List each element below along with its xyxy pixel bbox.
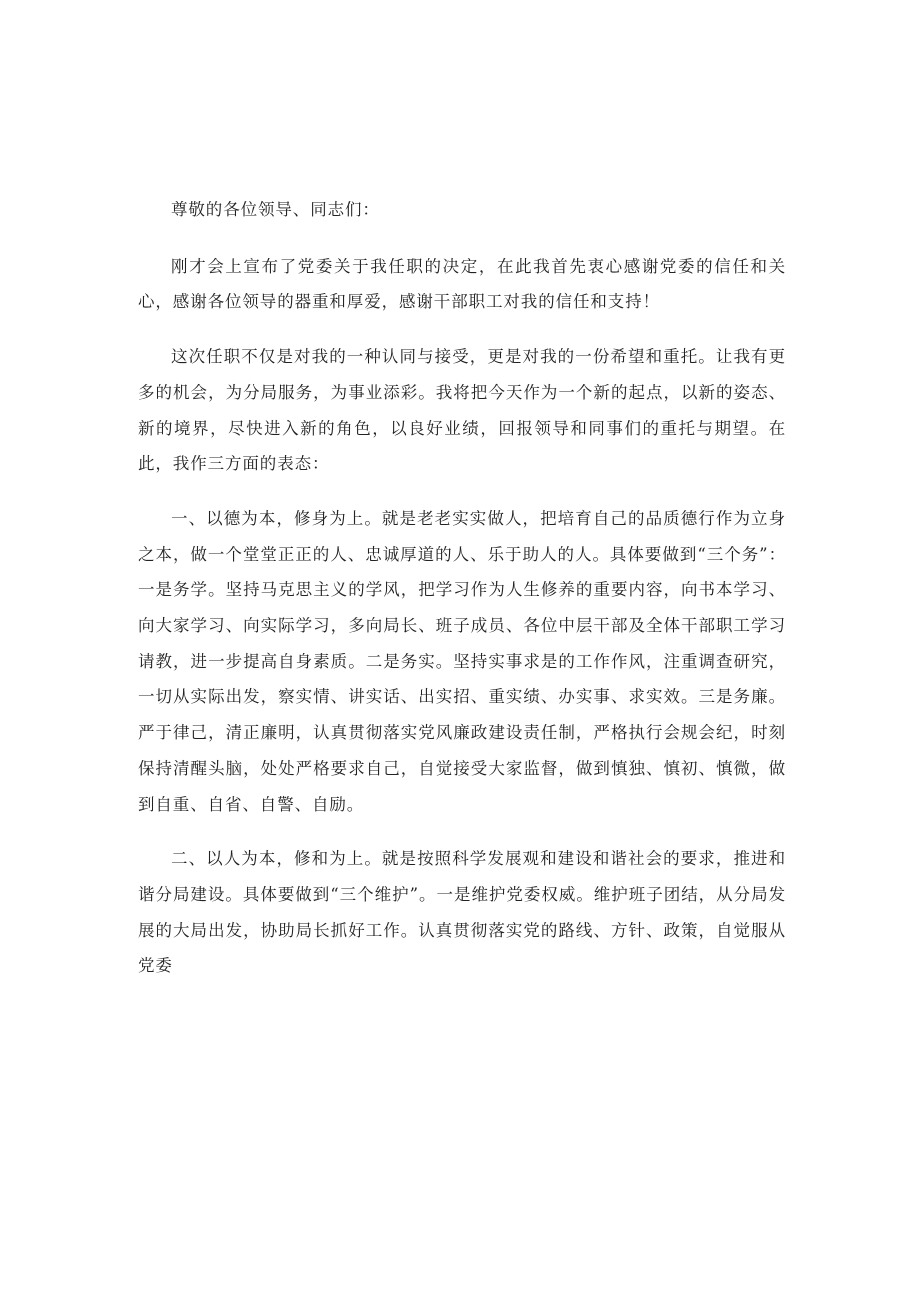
salutation: 尊敬的各位领导、同志们： (171, 200, 380, 219)
paragraph-point-two: 二、以人为本，修和为上。就是按照科学发展观和建设和谐社会的要求，推进和谐分局建设。具体要做到“三个维护”。一是维护党委权威。维护班子团结，从分局发展的大局出发，协助局长抓好工作。认真贯彻落实党的路线、方针、政策，自觉服从党委 (138, 849, 786, 976)
speech-body (138, 192, 786, 1003)
paragraph-thanks: 刚才会上宣布了党委关于我任职的决定，在此我首先衷心感谢党委的信任和关心，感谢各位领导的器重和厚爱，感谢干部职工对我的信任和支持！ (138, 256, 786, 312)
paragraph-appointment: 这次任职不仅是对我的一种认同与接受，更是对我的一份希望和重托。让我有更多的机会，为分局服务，为事业添彩。我将把今天作为一个新的起点，以新的姿态、新的境界，尽快进入新的角色，以良好业绩，回报领导和同事们的重托与期望。在此，我作三方面的表态： (138, 347, 786, 474)
paragraph-point-one: 一、以德为本，修身为上。就是老老实实做人，把培育自己的品质德行作为立身之本，做一个堂堂正正的人、忠诚厚道的人、乐于助人的人。具体要做到“三个务”：一是务学。坚持马克思主义的学风，把学习作为人生修养的重要内容，向书本学习、向大家学习、向实际学习，多向局长、班子成员、各位中层干部及全体干部职工学习请教，进一步提高自身素质。二是务实。坚持实事求是的工作作风，注重调查研究，一切从实际出发，察实情、讲实话、出实招、重实绩、办实事、求实效。三是务廉。严于律己，清正廉明，认真贯彻落实党风廉政建设责任制，严格执行会规会纪，时刻保持清醒头脑，处处严格要求自己，自觉接受大家监督，做到慎独、慎初、慎微，做到自重、自省、自警、自励。 (138, 508, 786, 814)
